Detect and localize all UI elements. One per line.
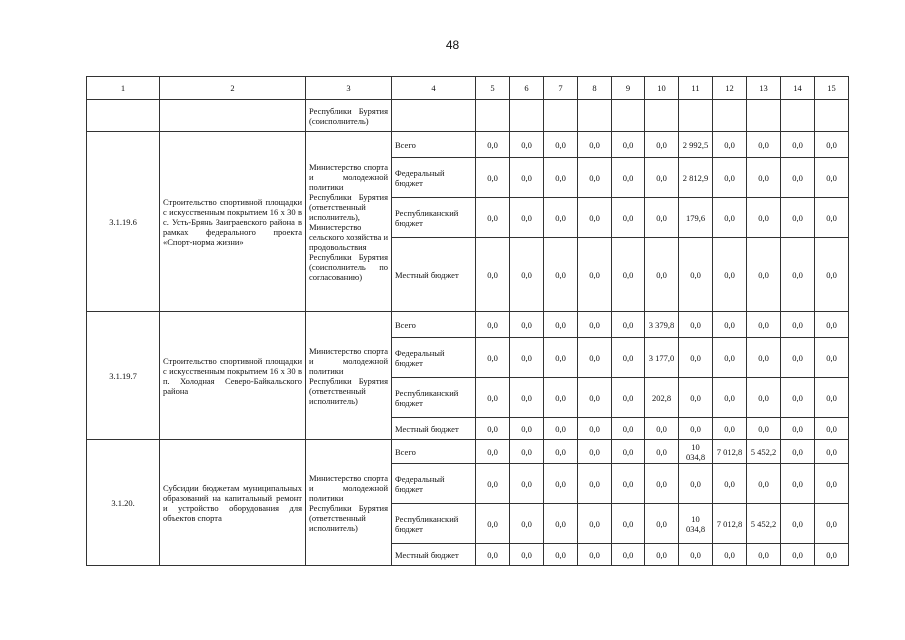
empty-cell <box>544 100 578 132</box>
value-cell: 0,0 <box>612 464 645 504</box>
value-cell: 0,0 <box>781 312 815 338</box>
value-cell: 0,0 <box>476 464 510 504</box>
table-row <box>87 312 849 338</box>
value-cell: 0,0 <box>679 378 713 418</box>
value-cell: 0,0 <box>781 504 815 544</box>
empty-cell <box>392 100 476 132</box>
value-cell: 0,0 <box>510 440 544 464</box>
value-cell: 0,0 <box>578 464 612 504</box>
value-cell: 0,0 <box>612 504 645 544</box>
value-cell: 0,0 <box>747 464 781 504</box>
value-cell: 0,0 <box>747 198 781 238</box>
value-cell: 0,0 <box>679 544 713 566</box>
value-cell: 0,0 <box>612 312 645 338</box>
empty-cell <box>645 100 679 132</box>
value-cell: 0,0 <box>815 418 849 440</box>
value-cell: 0,0 <box>544 504 578 544</box>
value-cell: 0,0 <box>510 158 544 198</box>
empty-cell <box>679 100 713 132</box>
header-row <box>87 77 849 100</box>
empty-cell <box>578 100 612 132</box>
value-cell: 0,0 <box>476 312 510 338</box>
value-cell: 0,0 <box>645 158 679 198</box>
value-cell: 0,0 <box>645 198 679 238</box>
empty-cell <box>510 100 544 132</box>
funding-source: Республиканский бюджет <box>392 378 476 418</box>
value-cell: 0,0 <box>815 544 849 566</box>
empty-cell <box>476 100 510 132</box>
value-cell: 0,0 <box>476 440 510 464</box>
value-cell: 0,0 <box>815 378 849 418</box>
value-cell: 0,0 <box>544 464 578 504</box>
funding-source: Федеральный бюджет <box>392 338 476 378</box>
value-cell: 0,0 <box>578 418 612 440</box>
value-cell: 0,0 <box>781 440 815 464</box>
value-cell: 0,0 <box>476 338 510 378</box>
value-cell: 10 034,8 <box>679 504 713 544</box>
value-cell: 7 012,8 <box>713 440 747 464</box>
value-cell: 0,0 <box>645 418 679 440</box>
value-cell: 0,0 <box>578 132 612 158</box>
value-cell: 0,0 <box>510 132 544 158</box>
value-cell: 0,0 <box>612 238 645 312</box>
empty-cell <box>612 100 645 132</box>
item-name: Строительство спортивной площадки с искусственным покрытием 16 х 30 в п. Холодная Северо-Байкальского района <box>160 312 306 440</box>
value-cell: 0,0 <box>713 418 747 440</box>
value-cell: 0,0 <box>815 312 849 338</box>
value-cell: 0,0 <box>510 312 544 338</box>
value-cell: 0,0 <box>476 504 510 544</box>
funding-source: Всего <box>392 440 476 464</box>
value-cell: 179,6 <box>679 198 713 238</box>
funding-source: Республиканский бюджет <box>392 198 476 238</box>
value-cell: 0,0 <box>612 158 645 198</box>
value-cell: 0,0 <box>612 198 645 238</box>
budget-table <box>86 76 849 566</box>
value-cell: 0,0 <box>747 158 781 198</box>
item-code: 3.1.19.7 <box>87 312 160 440</box>
value-cell: 0,0 <box>578 440 612 464</box>
value-cell: 0,0 <box>645 238 679 312</box>
column-header: 12 <box>713 77 747 100</box>
item-code: 3.1.19.6 <box>87 132 160 312</box>
value-cell: 0,0 <box>815 440 849 464</box>
value-cell: 0,0 <box>747 338 781 378</box>
column-header: 10 <box>645 77 679 100</box>
value-cell: 0,0 <box>645 544 679 566</box>
value-cell: 0,0 <box>747 418 781 440</box>
executor-cell: Министерство спорта и молодежной политики Республики Бурятия (ответственный исполнитель) <box>306 440 392 566</box>
value-cell: 0,0 <box>645 504 679 544</box>
value-cell: 0,0 <box>781 158 815 198</box>
value-cell: 0,0 <box>612 378 645 418</box>
value-cell: 0,0 <box>476 132 510 158</box>
value-cell: 0,0 <box>713 544 747 566</box>
column-header: 3 <box>306 77 392 100</box>
value-cell: 0,0 <box>645 132 679 158</box>
value-cell: 0,0 <box>544 312 578 338</box>
value-cell: 0,0 <box>679 238 713 312</box>
value-cell: 0,0 <box>713 198 747 238</box>
value-cell: 0,0 <box>747 312 781 338</box>
value-cell: 2 992,5 <box>679 132 713 158</box>
value-cell: 0,0 <box>781 418 815 440</box>
column-header: 7 <box>544 77 578 100</box>
executor-cell: Министерство спорта и молодежной политики Республики Бурятия (ответственный исполнитель) <box>306 312 392 440</box>
value-cell: 0,0 <box>679 464 713 504</box>
column-header: 4 <box>392 77 476 100</box>
column-header: 6 <box>510 77 544 100</box>
value-cell: 0,0 <box>781 238 815 312</box>
value-cell: 0,0 <box>510 198 544 238</box>
value-cell: 0,0 <box>578 198 612 238</box>
empty-cell <box>781 100 815 132</box>
column-header: 9 <box>612 77 645 100</box>
item-name: Субсидии бюджетам муниципальных образований на капитальный ремонт и устройство оборудования для объектов спорта <box>160 440 306 566</box>
value-cell: 0,0 <box>476 378 510 418</box>
empty-cell <box>160 100 306 132</box>
value-cell: 0,0 <box>612 544 645 566</box>
value-cell: 0,0 <box>510 238 544 312</box>
empty-cell <box>87 100 160 132</box>
column-header: 14 <box>781 77 815 100</box>
value-cell: 0,0 <box>815 338 849 378</box>
value-cell: 0,0 <box>781 338 815 378</box>
value-cell: 7 012,8 <box>713 504 747 544</box>
column-header: 8 <box>578 77 612 100</box>
value-cell: 0,0 <box>815 504 849 544</box>
funding-source: Всего <box>392 312 476 338</box>
value-cell: 0,0 <box>679 418 713 440</box>
value-cell: 2 812,9 <box>679 158 713 198</box>
value-cell: 0,0 <box>612 418 645 440</box>
value-cell: 0,0 <box>815 158 849 198</box>
value-cell: 0,0 <box>578 378 612 418</box>
value-cell: 0,0 <box>713 238 747 312</box>
value-cell: 0,0 <box>544 238 578 312</box>
value-cell: 0,0 <box>544 378 578 418</box>
value-cell: 0,0 <box>781 378 815 418</box>
item-name: Строительство спортивной площадки с искусственным покрытием 16 х 30 в с. Усть-Брянь Заиграевского района в рамках федерального проекта «Спорт-норма жизни» <box>160 132 306 312</box>
value-cell: 0,0 <box>544 418 578 440</box>
value-cell: 10 034,8 <box>679 440 713 464</box>
value-cell: 0,0 <box>747 544 781 566</box>
value-cell: 0,0 <box>544 544 578 566</box>
value-cell: 0,0 <box>781 132 815 158</box>
value-cell: 0,0 <box>781 544 815 566</box>
value-cell: 0,0 <box>544 198 578 238</box>
value-cell: 0,0 <box>815 132 849 158</box>
value-cell: 0,0 <box>645 440 679 464</box>
value-cell: 0,0 <box>679 312 713 338</box>
value-cell: 0,0 <box>544 158 578 198</box>
value-cell: 0,0 <box>815 464 849 504</box>
value-cell: 0,0 <box>612 440 645 464</box>
value-cell: 0,0 <box>815 238 849 312</box>
value-cell: 0,0 <box>510 338 544 378</box>
value-cell: 0,0 <box>815 198 849 238</box>
executor-cell: Республики Бурятия (соисполнитель) <box>306 100 392 132</box>
empty-cell <box>713 100 747 132</box>
funding-source: Местный бюджет <box>392 238 476 312</box>
value-cell: 202,8 <box>645 378 679 418</box>
value-cell: 0,0 <box>713 378 747 418</box>
value-cell: 0,0 <box>544 440 578 464</box>
continuation-row <box>87 100 849 132</box>
value-cell: 0,0 <box>713 338 747 378</box>
value-cell: 0,0 <box>476 198 510 238</box>
value-cell: 0,0 <box>510 418 544 440</box>
column-header: 2 <box>160 77 306 100</box>
value-cell: 0,0 <box>645 464 679 504</box>
column-header: 15 <box>815 77 849 100</box>
value-cell: 0,0 <box>476 158 510 198</box>
value-cell: 3 379,8 <box>645 312 679 338</box>
value-cell: 0,0 <box>544 132 578 158</box>
funding-source: Местный бюджет <box>392 544 476 566</box>
value-cell: 0,0 <box>578 338 612 378</box>
value-cell: 0,0 <box>747 238 781 312</box>
value-cell: 0,0 <box>510 544 544 566</box>
value-cell: 0,0 <box>781 198 815 238</box>
value-cell: 0,0 <box>476 544 510 566</box>
empty-cell <box>815 100 849 132</box>
value-cell: 0,0 <box>747 132 781 158</box>
executor-cell: Министерство спорта и молодежной политики Республики Бурятия (ответственный исполнитель), Министерство сельского хозяйства и продовольствия Республики Бурятия (соисполнитель по согласованию) <box>306 132 392 312</box>
value-cell: 0,0 <box>510 504 544 544</box>
value-cell: 5 452,2 <box>747 504 781 544</box>
value-cell: 0,0 <box>578 158 612 198</box>
value-cell: 0,0 <box>612 338 645 378</box>
value-cell: 0,0 <box>612 132 645 158</box>
value-cell: 0,0 <box>510 464 544 504</box>
column-header: 13 <box>747 77 781 100</box>
item-code: 3.1.20. <box>87 440 160 566</box>
funding-source: Республиканский бюджет <box>392 504 476 544</box>
value-cell: 0,0 <box>544 338 578 378</box>
table-row <box>87 440 849 464</box>
empty-cell <box>747 100 781 132</box>
funding-source: Всего <box>392 132 476 158</box>
value-cell: 0,0 <box>747 378 781 418</box>
page-number: 48 <box>445 38 460 52</box>
value-cell: 0,0 <box>713 312 747 338</box>
value-cell: 0,0 <box>713 464 747 504</box>
value-cell: 0,0 <box>510 378 544 418</box>
value-cell: 5 452,2 <box>747 440 781 464</box>
value-cell: 0,0 <box>578 238 612 312</box>
table-row <box>87 132 849 158</box>
value-cell: 0,0 <box>578 312 612 338</box>
value-cell: 0,0 <box>578 504 612 544</box>
value-cell: 0,0 <box>476 418 510 440</box>
column-header: 5 <box>476 77 510 100</box>
value-cell: 0,0 <box>713 132 747 158</box>
value-cell: 0,0 <box>476 238 510 312</box>
value-cell: 0,0 <box>781 464 815 504</box>
value-cell: 0,0 <box>578 544 612 566</box>
value-cell: 3 177,0 <box>645 338 679 378</box>
funding-source: Федеральный бюджет <box>392 464 476 504</box>
value-cell: 0,0 <box>679 338 713 378</box>
value-cell: 0,0 <box>713 158 747 198</box>
column-header: 11 <box>679 77 713 100</box>
table-body <box>87 77 849 566</box>
funding-source: Местный бюджет <box>392 418 476 440</box>
column-header: 1 <box>87 77 160 100</box>
funding-source: Федеральный бюджет <box>392 158 476 198</box>
